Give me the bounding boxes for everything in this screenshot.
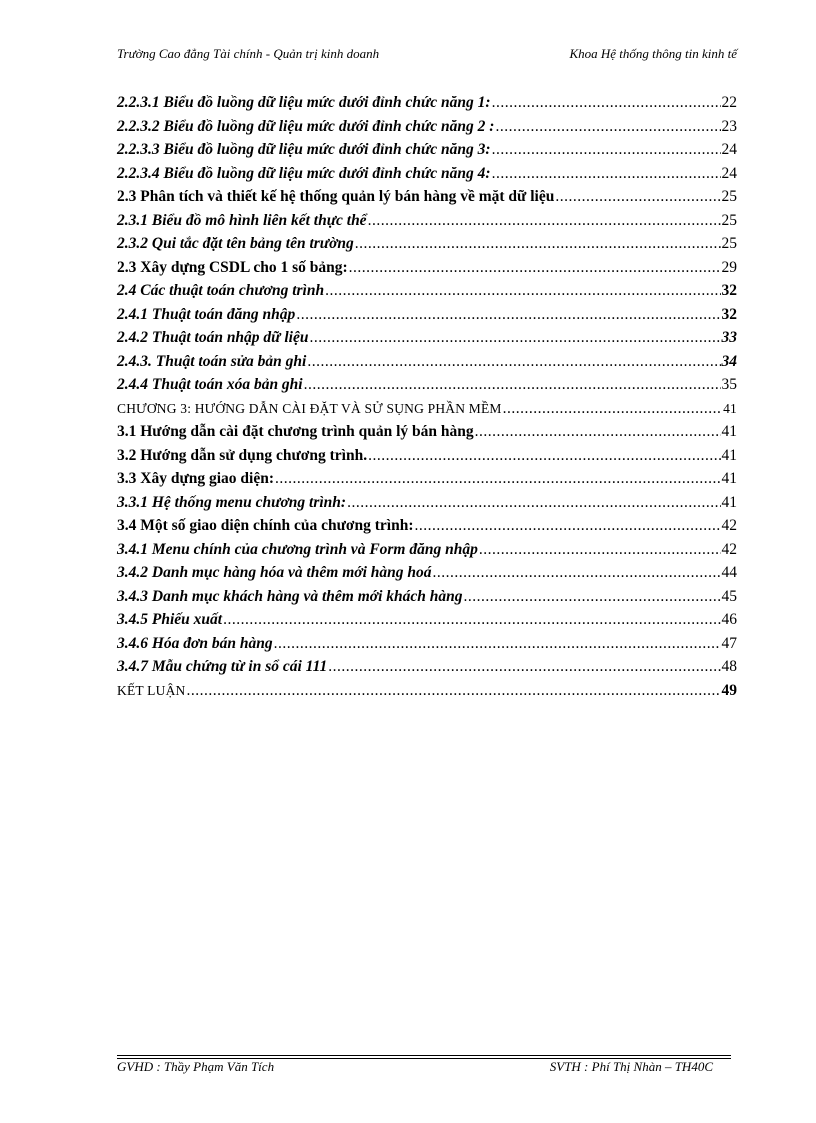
toc-entry-title: CHƯƠNG 3: HƯỚNG DẪN CÀI ĐẶT VÀ SỬ SỤNG PHẦN MỀM xyxy=(117,400,502,416)
toc-entry-title: 2.2.3.3 Biểu đồ luồng dữ liệu mức dưới đỉnh chức năng 3: xyxy=(117,141,491,158)
toc-entry-title: 3.4.2 Danh mục hàng hóa và thêm mới hàng hoá xyxy=(117,564,432,581)
toc-page-number: 46 xyxy=(721,611,737,628)
toc-entry[interactable] xyxy=(117,165,737,189)
toc-entry[interactable] xyxy=(117,353,737,377)
toc-dot-leader xyxy=(492,165,721,183)
toc-dot-leader xyxy=(368,212,721,230)
toc-page-number: 24 xyxy=(721,164,737,182)
toc-entry[interactable] xyxy=(117,494,737,518)
toc-dot-leader xyxy=(464,588,721,606)
toc-entry[interactable] xyxy=(117,470,737,494)
footer-divider xyxy=(117,1055,731,1056)
toc-entry-title: 3.4.6 Hóa đơn bán hàng xyxy=(117,634,273,652)
toc-entry-title: 2.4 Các thuật toán chương trình xyxy=(117,282,325,299)
toc-entry-title: 3.4.5 Phiếu xuất xyxy=(117,611,223,628)
toc-entry-title: 3.4.1 Menu chính của chương trình và Form đăng nhập xyxy=(117,540,478,558)
toc-entry[interactable] xyxy=(117,447,737,471)
toc-entry-title: 2.2.3.2 Biểu đồ luồng dữ liệu mức dưới đỉnh chức năng 2 : xyxy=(117,117,495,135)
toc-dot-leader xyxy=(349,259,721,277)
toc-entry[interactable] xyxy=(117,329,737,353)
toc-entry-title: 3.1 Hướng dẫn cài đặt chương trình quản lý bán hàng xyxy=(117,423,474,440)
toc-entry[interactable] xyxy=(117,682,737,706)
toc-dot-leader xyxy=(304,376,721,394)
toc-dot-leader xyxy=(307,353,720,371)
toc-entry[interactable] xyxy=(117,635,737,659)
page-footer xyxy=(117,1059,731,1079)
toc-page-number: 22 xyxy=(721,94,737,111)
toc-dot-leader xyxy=(309,329,720,347)
toc-page-number: 41 xyxy=(721,470,737,487)
toc-dot-leader xyxy=(414,517,720,535)
toc-entry[interactable] xyxy=(117,94,737,118)
toc-page-number: 35 xyxy=(721,376,737,393)
toc-page-number: 34 xyxy=(721,352,737,370)
footer-supervisor: GVHD : Thầy Phạm Văn Tích xyxy=(117,1059,275,1074)
toc-entry-title: 2.3 Xây dựng CSDL cho 1 số bảng: xyxy=(117,258,348,276)
toc-entry[interactable] xyxy=(117,376,737,400)
toc-entry[interactable] xyxy=(117,212,737,236)
toc-entry[interactable] xyxy=(117,588,737,612)
toc-dot-leader xyxy=(347,494,720,512)
toc-dot-leader xyxy=(275,470,720,488)
toc-entry[interactable] xyxy=(117,235,737,259)
header-school-name: Trường Cao đẳng Tài chính - Quản trị kinh doanh xyxy=(117,46,380,61)
toc-page-number: 49 xyxy=(721,681,737,699)
toc-page-number: 29 xyxy=(721,258,737,276)
footer-student: SVTH : Phí Thị Nhàn – TH40C xyxy=(549,1059,713,1074)
toc-dot-leader xyxy=(433,564,721,582)
toc-page-number: 23 xyxy=(721,117,737,135)
toc-entry-title: 2.4.4 Thuật toán xóa bản ghi xyxy=(117,376,303,393)
toc-entry-title: 2.4.3. Thuật toán sửa bản ghi xyxy=(117,352,307,370)
table-of-contents xyxy=(117,94,737,705)
toc-entry-title: 3.2 Hướng dẫn sử dụng chương trình. xyxy=(117,446,368,464)
toc-page-number: 48 xyxy=(721,658,737,675)
toc-page-number: 41 xyxy=(721,446,737,464)
toc-page-number: 42 xyxy=(721,517,737,534)
toc-entry-title: 2.3.2 Qui tắc đặt tên bảng tên trường xyxy=(117,235,354,252)
toc-dot-leader xyxy=(355,235,721,253)
toc-page-number: 45 xyxy=(721,587,737,605)
toc-entry[interactable] xyxy=(117,658,737,682)
toc-entry-title: 3.3 Xây dựng giao diện: xyxy=(117,470,275,487)
toc-page-number: 44 xyxy=(721,564,737,581)
toc-entry[interactable] xyxy=(117,517,737,541)
toc-page-number: 25 xyxy=(721,211,737,229)
toc-page-number: 41 xyxy=(723,400,737,416)
toc-entry-title: 3.4.3 Danh mục khách hàng và thêm mới khách hàng xyxy=(117,587,463,605)
toc-entry-title: 3.4.7 Mẫu chứng từ in sổ cái 111 xyxy=(117,658,328,675)
toc-entry[interactable] xyxy=(117,306,737,330)
toc-dot-leader xyxy=(555,188,720,206)
toc-entry-title: 2.4.2 Thuật toán nhập dữ liệu xyxy=(117,329,309,346)
toc-page-number: 47 xyxy=(721,634,737,652)
toc-dot-leader xyxy=(223,611,720,629)
toc-entry-title: 2.2.3.4 Biểu đồ luồng dữ liệu mức dưới đỉnh chức năng 4: xyxy=(117,164,491,182)
page-header xyxy=(117,46,737,68)
toc-entry[interactable] xyxy=(117,564,737,588)
toc-entry-title: 2.4.1 Thuật toán đăng nhập xyxy=(117,305,296,323)
toc-entry-title: KẾT LUẬN xyxy=(117,682,186,698)
toc-page-number: 41 xyxy=(721,423,737,440)
toc-entry[interactable] xyxy=(117,118,737,142)
toc-entry[interactable] xyxy=(117,259,737,283)
toc-entry-title: 2.2.3.1 Biểu đồ luồng dữ liệu mức dưới đỉnh chức năng 1: xyxy=(117,94,491,111)
toc-entry[interactable] xyxy=(117,400,737,424)
toc-page-number: 24 xyxy=(721,141,737,158)
toc-page-number: 25 xyxy=(721,235,737,252)
toc-entry[interactable] xyxy=(117,541,737,565)
toc-page-number: 41 xyxy=(721,493,737,511)
toc-entry-title: 2.3 Phân tích và thiết kế hệ thống quản lý bán hàng về mặt dữ liệu xyxy=(117,188,555,205)
toc-entry[interactable] xyxy=(117,188,737,212)
toc-dot-leader xyxy=(479,541,721,559)
toc-entry[interactable] xyxy=(117,141,737,165)
toc-entry-title: 3.3.1 Hệ thống menu chương trình: xyxy=(117,493,347,511)
toc-dot-leader xyxy=(492,141,721,159)
toc-entry[interactable] xyxy=(117,282,737,306)
toc-dot-leader xyxy=(296,306,720,324)
toc-entry[interactable] xyxy=(117,611,737,635)
toc-dot-leader xyxy=(503,400,722,418)
toc-entry[interactable] xyxy=(117,423,737,447)
toc-dot-leader xyxy=(475,423,721,441)
toc-page-number: 42 xyxy=(721,540,737,558)
toc-dot-leader xyxy=(328,658,720,676)
toc-page-number: 32 xyxy=(721,282,737,299)
toc-page-number: 25 xyxy=(721,188,737,205)
toc-dot-leader xyxy=(492,94,721,112)
toc-dot-leader xyxy=(274,635,721,653)
toc-dot-leader xyxy=(495,118,720,136)
toc-dot-leader xyxy=(186,682,720,700)
toc-dot-leader xyxy=(368,447,720,465)
toc-page-number: 33 xyxy=(721,329,737,346)
header-faculty-name: Khoa Hệ thống thông tin kinh tế xyxy=(569,46,737,61)
toc-page-number: 32 xyxy=(721,305,737,323)
toc-entry-title: 2.3.1 Biểu đồ mô hình liên kết thực thể xyxy=(117,211,367,229)
toc-dot-leader xyxy=(325,282,720,300)
toc-entry-title: 3.4 Một số giao diện chính của chương trình: xyxy=(117,517,414,534)
